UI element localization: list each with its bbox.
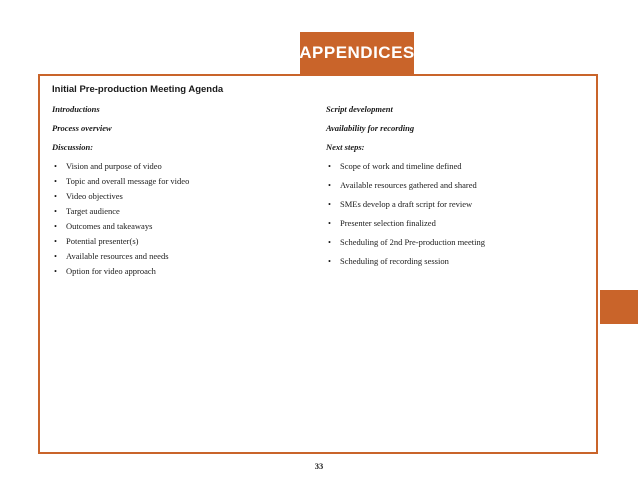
availability-label: Availability for recording [326, 123, 415, 133]
appendices-tab [300, 32, 414, 74]
discussion-label: Discussion: [52, 142, 94, 152]
bullet-icon: • [54, 266, 57, 276]
next-steps-label: Next steps: [326, 142, 365, 152]
bullet-icon: • [328, 161, 331, 171]
list-item: • SMEs develop a draft script for review [328, 199, 473, 209]
appendices-title: APPENDICES [299, 43, 415, 62]
list-item: • Presenter selection finalized [328, 218, 436, 228]
list-item: • Scheduling of 2nd Pre-production meeting [328, 237, 485, 247]
bullet-icon: • [54, 221, 57, 231]
bullet-icon: • [54, 251, 57, 261]
bullet-icon: • [54, 191, 57, 201]
list-item: • Potential presenter(s) [54, 236, 139, 246]
left-column [52, 103, 189, 280]
list-item: • Scheduling of recording session [328, 256, 449, 266]
list-item: • Scope of work and timeline defined [328, 161, 462, 171]
agenda-heading: Initial Pre-production Meeting Agenda [52, 84, 224, 95]
next-steps-list [326, 160, 485, 274]
script-development-label: Script development [326, 104, 393, 114]
side-edge-tab [600, 290, 638, 324]
bullet-icon: • [54, 206, 57, 216]
bullet-icon: • [54, 236, 57, 246]
list-item: • Option for video approach [54, 266, 156, 276]
bullet-icon: • [328, 218, 331, 228]
introductions-label: Introductions [52, 104, 100, 114]
bullet-icon: • [328, 237, 331, 247]
right-column [326, 103, 485, 274]
list-item: • Available resources gathered and shared [328, 180, 477, 190]
list-item: • Video objectives [54, 191, 123, 201]
bullet-icon: • [54, 161, 57, 171]
list-item: • Target audience [54, 206, 120, 216]
discussion-list [52, 160, 189, 280]
bullet-icon: • [54, 176, 57, 186]
list-item: • Topic and overall message for video [54, 176, 190, 186]
bullet-icon: • [328, 256, 331, 266]
list-item: • Vision and purpose of video [54, 161, 162, 171]
process-overview-label: Process overview [52, 123, 112, 133]
page-number: 33 [314, 461, 324, 471]
bullet-icon: • [328, 199, 331, 209]
list-item: • Outcomes and takeaways [54, 221, 153, 231]
bullet-icon: • [328, 180, 331, 190]
list-item: • Available resources and needs [54, 251, 169, 261]
